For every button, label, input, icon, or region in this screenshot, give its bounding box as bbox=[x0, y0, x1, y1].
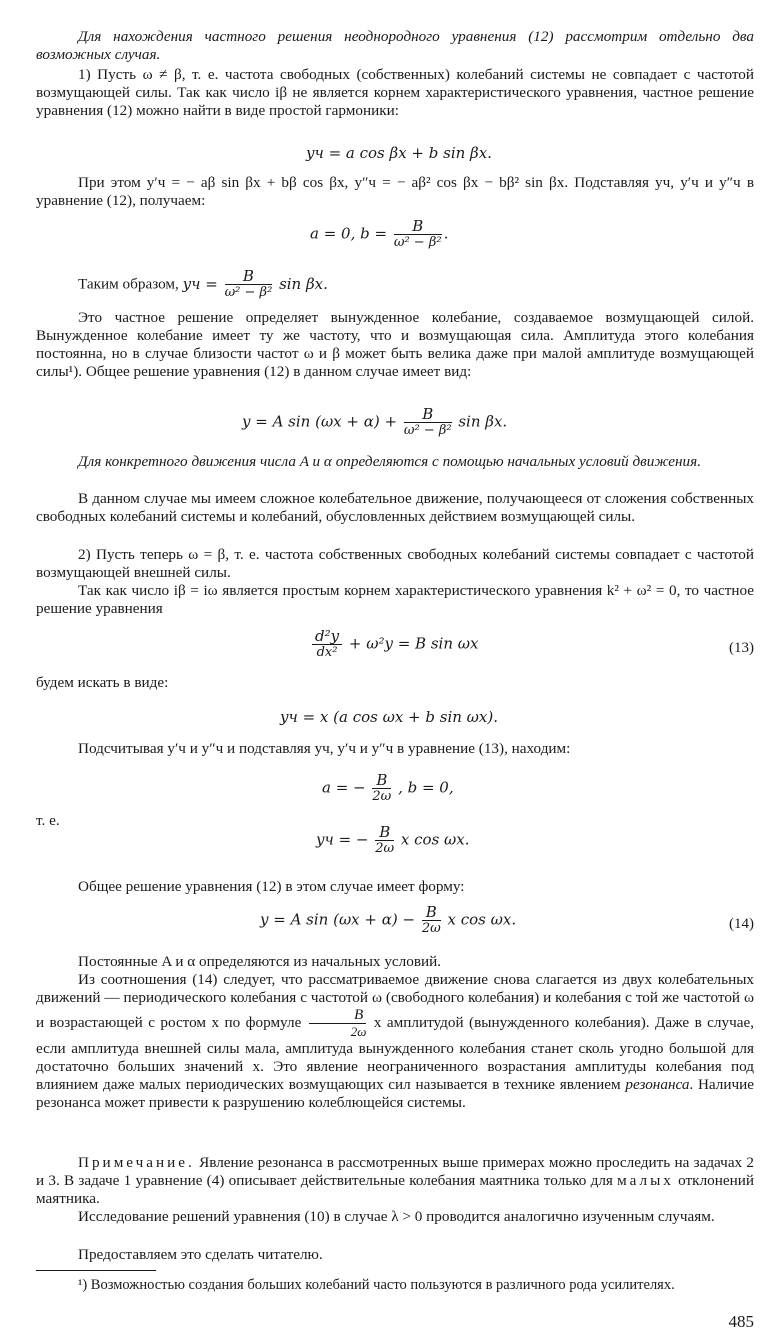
paragraph-lambda: Исследование решений уравнения (10) в случае λ > 0 проводится аналогично изученным случаям. bbox=[78, 1208, 715, 1225]
paragraph-constants: Постоянные A и α определяются из начальных условий. bbox=[78, 953, 442, 970]
fraction-denominator: ω² − β² bbox=[403, 423, 452, 438]
equation-number-13: (13) bbox=[729, 640, 754, 656]
fraction-denominator: dx² bbox=[316, 645, 338, 660]
label-te: т. е. bbox=[36, 812, 60, 829]
fraction-second-derivative bbox=[312, 628, 342, 661]
paragraph-forced-oscillation: Это частное решение определяет вынужденное колебание, создаваемое возмущающей силой. Вынужденное колебание имеет ту же частоту, что и возмущающая сила. Амплитуда этого колебания постоянна, но в случае близости частот ω и β может быть велика даже при малой амплитуде возмущающей силы¹). Общее решение уравнения (12) в данном случае имеет вид: bbox=[36, 309, 754, 380]
equation-lhs: yч = bbox=[182, 274, 218, 293]
paragraph-note bbox=[36, 1154, 754, 1208]
paragraph-substitution: Подсчитывая y′ч и y″ч и подставляя yч, y′ч и y″ч в уравнение (13), находим: bbox=[78, 740, 571, 757]
fraction-numerator: B bbox=[375, 824, 394, 841]
fraction bbox=[375, 824, 394, 857]
equation-resonant-form: yч = x (a cos ωx + b sin ωx). bbox=[280, 708, 498, 726]
resonance-text-part-1: Из соотношения (14) следует, что рассматриваемое движение снова слагается из двух колебательных движений — периодического колебания с частотой ω (свободного колебания) и колебания с той же частотой ω и возрастающей с ростом x по формуле bbox=[36, 971, 754, 1031]
fraction-denominator: 2ω bbox=[421, 921, 441, 936]
equation-14 bbox=[260, 904, 516, 937]
equation-resonant-solution bbox=[316, 824, 470, 857]
equation-particular-solution: yч = a cos βx + b sin βx. bbox=[306, 144, 492, 162]
equation-lhs: a = − bbox=[322, 778, 366, 797]
paragraph-root: Так как число iβ = iω является простым корнем характеристического уравнения k² + ω² = 0, то частное решение уравнения bbox=[36, 582, 754, 617]
page-number: 485 bbox=[728, 1312, 754, 1331]
fraction bbox=[372, 772, 391, 805]
fraction bbox=[404, 406, 452, 439]
paragraph-reader: Предоставляем это сделать читателю. bbox=[78, 1246, 323, 1263]
paragraph-derivatives: При этом y′ч = − aβ sin βx + bβ cos βx, y″ч = − aβ² cos βx − bβ² sin βx. Подставляя yч, y′ч и y″ч в уравнение (12), получаем: bbox=[36, 174, 754, 209]
equation-thus-row bbox=[78, 268, 328, 301]
equation-coefficients: a = 0, b = $\frac{B}{\text{ω² − β²}}$ . bbox=[310, 217, 449, 250]
equation-rhs: sin βx. bbox=[279, 274, 328, 293]
equation-lhs: yч = − bbox=[316, 830, 369, 849]
fraction-denominator: ω² − β² bbox=[393, 235, 442, 250]
term-resonance: резонанса bbox=[625, 1076, 690, 1093]
equation-rhs: x cos ωx. bbox=[447, 910, 517, 929]
fraction-b bbox=[394, 218, 442, 251]
paragraph-general-form: Общее решение уравнения (12) в этом случае имеет форму: bbox=[78, 878, 465, 895]
fraction-denominator: 2ω bbox=[350, 1024, 367, 1039]
note-text: Явление резонанса в рассмотренных выше примерах можно проследить на задачах 2 и 3. В задаче 1 уравнение (4) описывает действительные колебания маятника только для bbox=[36, 1154, 755, 1189]
resonance-text-part-3: . Наличие резонанса может привести к разрушению колеблющейся системы. bbox=[36, 1076, 755, 1111]
note-tail: отклонений маятника. bbox=[36, 1172, 754, 1207]
paragraph-initial-conditions: Для конкретного движения числа A и α определяются с помощью начальных условий движения. bbox=[78, 453, 701, 470]
fraction-numerator: B bbox=[394, 218, 442, 235]
note-label: Примечание. bbox=[78, 1154, 195, 1171]
equation-rhs: , b = 0, bbox=[398, 778, 454, 797]
resonance-text-part-2: x амплитудой (вынужденного колебания). Даже в случае, если амплитуда внешней силы мала, амплитуда вынужденного колебания станет сколь угодно большой для достаточно больших значений x. Это явление неограниченного возрастания амплитуды колебания под влиянием даже малых периодических возмущающих сил называется в технике явлением bbox=[36, 1013, 755, 1093]
fraction-numerator: B bbox=[372, 772, 391, 789]
equation-forced-solution bbox=[182, 267, 328, 300]
equation-general-solution-1 bbox=[242, 406, 507, 439]
fraction-denominator: 2ω bbox=[372, 789, 392, 804]
fraction-amplitude bbox=[309, 1007, 367, 1040]
fraction bbox=[225, 268, 273, 301]
note-emphasis: малых bbox=[617, 1172, 674, 1189]
fraction-denominator: ω² − β² bbox=[224, 285, 273, 300]
paragraph-resonance bbox=[36, 971, 754, 1112]
equation-rhs: + ω²y = B sin ωx bbox=[348, 634, 479, 653]
paragraph-seek-form: будем искать в виде: bbox=[36, 674, 169, 691]
equation-coefficients-2 bbox=[322, 772, 454, 805]
fraction-numerator: B bbox=[309, 1007, 367, 1024]
fraction bbox=[422, 904, 441, 937]
paragraph-intro: Для нахождения частного решения неоднородного уравнения (12) рассмотрим отдельно два возможных случая. bbox=[36, 28, 754, 63]
equation-rhs: sin βx. bbox=[458, 412, 508, 431]
paragraph-complex-motion: В данном случае мы имеем сложное колебательное движение, получающееся от сложения собственных свободных колебаний системы и колебаний, обусловленных действием возмущающей силы. bbox=[36, 490, 754, 525]
fraction-numerator: d²y bbox=[312, 628, 342, 645]
equation-coefficients-left: a = 0, b = bbox=[310, 224, 388, 243]
fraction-numerator: B bbox=[404, 406, 452, 423]
equation-lhs: y = A sin (ωx + α) − bbox=[260, 910, 416, 929]
thus-label: Таким образом, bbox=[78, 275, 179, 293]
equation-number-14: (14) bbox=[729, 916, 754, 932]
equation-rhs: x cos ωx. bbox=[400, 830, 470, 849]
footnote: ¹) Возможностью создания больших колебаний часто пользуются в различного рода усилителях. bbox=[78, 1277, 675, 1293]
paragraph-case-2: 2) Пусть теперь ω = β, т. е. частота собственных свободных колебаний системы совпадает с частотой возмущающей внешней силы. bbox=[36, 546, 754, 581]
equation-13 bbox=[310, 628, 478, 661]
equation-lhs: y = A sin (ωx + α) + bbox=[242, 412, 398, 431]
fraction-denominator: 2ω bbox=[375, 841, 395, 856]
fraction-numerator: B bbox=[422, 904, 441, 921]
paragraph-case-1: 1) Пусть ω ≠ β, т. е. частота свободных (собственных) колебаний системы не совпадает с частотой возмущающей силы. Так как число iβ не является корнем характеристического уравнения, частное решение уравнения (12) можно найти в виде простой гармоники: bbox=[36, 66, 754, 119]
footnote-divider bbox=[36, 1270, 156, 1271]
fraction-numerator: B bbox=[225, 268, 273, 285]
